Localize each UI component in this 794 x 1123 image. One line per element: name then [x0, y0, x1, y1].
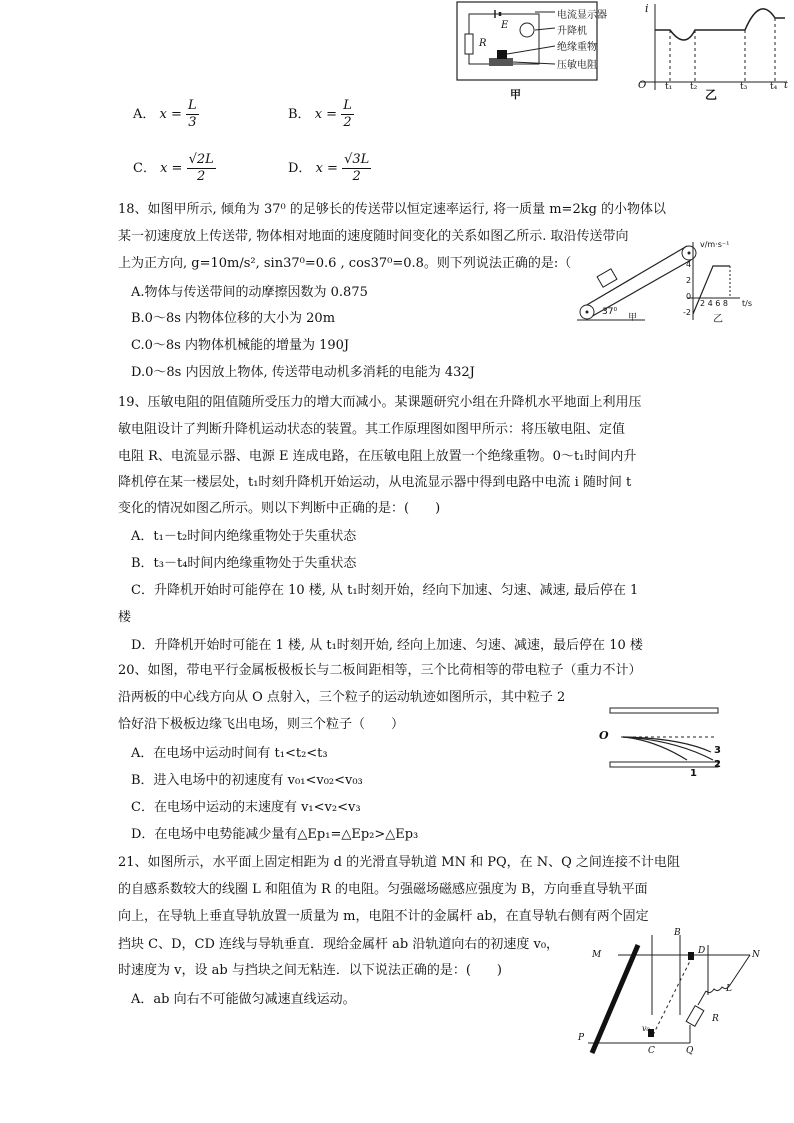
q19-option-c-cont: 楼	[118, 610, 132, 625]
axis-t2: t₂	[690, 82, 698, 92]
axis-t3: t₃	[740, 82, 748, 92]
axis-t1: t₁	[665, 82, 673, 92]
q20-fig-p2: 2	[714, 759, 721, 770]
q19-stem-line: 降机停在某一楼层处，t₁时刻升降机开始运动，从电流显示器中得到电路中电流 i 随时间 t	[118, 475, 632, 490]
fraction: $\frac{L}{3}$	[188, 98, 197, 130]
q17-option-a[interactable]: A． x = $\frac{L}{3}$	[133, 98, 197, 130]
q18-stem-line: 上为正方向, g=10m/s², sin37⁰=0.6 , cos37⁰=0.8。则下列说法正确的是:（	[118, 256, 572, 271]
q20-fig-p1: 1	[690, 768, 697, 779]
fraction: $\frac{√2L}{2}$	[188, 152, 214, 184]
q20-option-a[interactable]: A．在电场中运动时间有 t₁<t₂<t₃	[131, 746, 328, 761]
axis-i: i	[645, 2, 649, 15]
label-display: 电流显示器	[557, 10, 607, 21]
q19-option-a[interactable]: A．t₁－t₂时间内绝缘重物处于失重状态	[131, 529, 357, 544]
label-weight: 绝缘重物	[557, 42, 597, 53]
q21-fig-D: D	[698, 946, 706, 956]
q21-fig-P: P	[578, 1033, 585, 1043]
q21-fig-N: N	[752, 950, 760, 960]
q21-figure	[580, 925, 770, 1060]
q18-fig-tlabel: t/s	[742, 299, 752, 308]
q18-option-d[interactable]: D.0～8s 内因放上物体, 传送带电动机多消耗的电能为 432J	[131, 365, 475, 380]
q18-fig-vlabel: v/m·s⁻¹	[700, 240, 730, 249]
q21-fig-C: C	[648, 1046, 655, 1056]
q21-fig-B: B	[674, 928, 681, 938]
q21-stem-line: 向上，在导轨上垂直导轨放置一质量为 m，电阻不计的金属杆 ab，在直导轨右侧有两个固定	[118, 909, 649, 924]
q20-option-b[interactable]: B．进入电场中的初速度有 v₀₁<v₀₂<v₀₃	[131, 773, 363, 788]
q19-option-b[interactable]: B．t₃－t₄时间内绝缘重物处于失重状态	[131, 556, 357, 571]
top-figure	[455, 0, 785, 100]
q18-fig-angle: 37⁰	[602, 307, 618, 317]
q18-fig-xticks: 2 4 6 8	[700, 299, 728, 308]
q20-stem-line: 20、如图，带电平行金属板极板长与二板间距相等，三个比荷相等的带电粒子（重力不计）	[118, 663, 642, 678]
q20-option-c[interactable]: C．在电场中运动的末速度有 v₁<v₂<v₃	[131, 800, 361, 815]
q21-fig-v0: v₀	[642, 1024, 650, 1033]
q21-fig-Q: Q	[686, 1046, 694, 1056]
q19-stem-line: 变化的情况如图乙所示。则以下判断中正确的是：( )	[118, 501, 441, 516]
q21-stem-line: 的自感系数较大的线圈 L 和阻值为 R 的电阻。匀强磁场磁感应强度为 B，方向垂直导轨平面	[118, 882, 648, 897]
q19-stem-line: 19、压敏电阻的阻值随所受压力的增大而减小。某课题研究小组在升降机水平地面上利用压	[118, 395, 642, 410]
q18-fig-yn2: -2	[683, 308, 691, 317]
axis-o: O	[638, 80, 647, 91]
q20-option-d[interactable]: D．在电场中电势能减少量有△Ep₁=△Ep₂>△Ep₃	[131, 827, 419, 842]
q21-fig-L: L	[726, 984, 732, 994]
axis-t4: t₄	[770, 82, 778, 92]
q21-stem-line: 21、如图所示，水平面上固定相距为 d 的光滑直导轨道 MN 和 PQ，在 N、Q 之间连接不计电阻	[118, 855, 680, 870]
q18-stem-line: 某一初速度放上传送带, 物体相对地面的速度随时间变化的关系如图乙所示. 取沿传送带向	[118, 229, 629, 244]
caption-jia: 甲	[510, 88, 521, 101]
q20-stem-line: 沿两板的中心线方向从 O 点射入，三个粒子的运动轨迹如图所示，其中粒子 2	[118, 690, 566, 705]
q20-figure	[595, 700, 725, 780]
q19-option-d[interactable]: D．升降机开始时可能在 1 楼, 从 t₁时刻开始, 经向上加速、匀速、减速，最后停在 10 楼	[131, 638, 643, 653]
q18-option-c[interactable]: C.0～8s 内物体机械能的增量为 190J	[131, 338, 350, 353]
caption-yi: 乙	[705, 88, 718, 102]
axis-t: t	[784, 80, 789, 91]
q17-option-d[interactable]: D． x = $\frac{√3L}{2}$	[288, 152, 370, 184]
q19-stem-line: 电阻 R、电流显示器、电源 E 连成电路，在压敏电阻上放置一个绝缘重物。0～t₁时间内升	[118, 449, 637, 464]
q21-fig-M: M	[592, 950, 602, 960]
q18-fig-y2: 2	[686, 276, 692, 285]
fraction: $\frac{L}{2}$	[343, 98, 352, 130]
q18-option-a[interactable]: A.物体与传送带间的动摩擦因数为 0.875	[131, 285, 368, 300]
q17-option-b[interactable]: B． x = $\frac{L}{2}$	[288, 98, 352, 130]
q19-option-c[interactable]: C．升降机开始时可能停在 10 楼, 从 t₁时刻开始，经向下加速、匀速、减速, 最后停在 1	[131, 583, 639, 598]
q18-option-b[interactable]: B.0～8s 内物体位移的大小为 20m	[131, 311, 336, 326]
label-resistor: 压敏电阻	[557, 60, 597, 71]
q18-fig-y0: 0	[686, 292, 692, 301]
q21-stem-line: 挡块 C、D，CD 连线与导轨垂直．现给金属杆 ab 沿轨道向右的初速度 v₀，	[118, 937, 560, 952]
q17-option-c[interactable]: C． x = $\frac{√2L}{2}$	[133, 152, 214, 184]
q19-stem-line: 敏电阻设计了判断升降机运动状态的装置。其工作原理图如图甲所示：将压敏电阻、定值	[118, 422, 626, 437]
label-elevator: 升降机	[557, 26, 587, 37]
q21-option-a[interactable]: A．ab 向右不可能做匀减速直线运动。	[131, 992, 356, 1007]
label-R: R	[479, 38, 487, 49]
q18-fig-cap-a: 甲	[628, 313, 638, 323]
q18-stem-line: 18、如图甲所示, 倾角为 37⁰ 的足够长的传送带以恒定速率运行, 将一质量 m=2kg 的小物体以	[118, 202, 667, 217]
fraction: $\frac{√3L}{2}$	[344, 152, 370, 184]
q20-fig-p3: 3	[714, 745, 721, 756]
label-E: E	[501, 20, 509, 31]
q21-stem-line: 时速度为 v，设 ab 与挡块之间无粘连．以下说法正确的是：( )	[118, 963, 502, 978]
q20-stem-line: 恰好沿下极板边缘飞出电场，则三个粒子（ ）	[118, 717, 405, 732]
q21-fig-R: R	[712, 1014, 719, 1024]
q20-fig-o: O	[599, 729, 609, 742]
q18-fig-y4: 4	[686, 260, 692, 269]
q18-fig-cap-b: 乙	[713, 314, 723, 325]
